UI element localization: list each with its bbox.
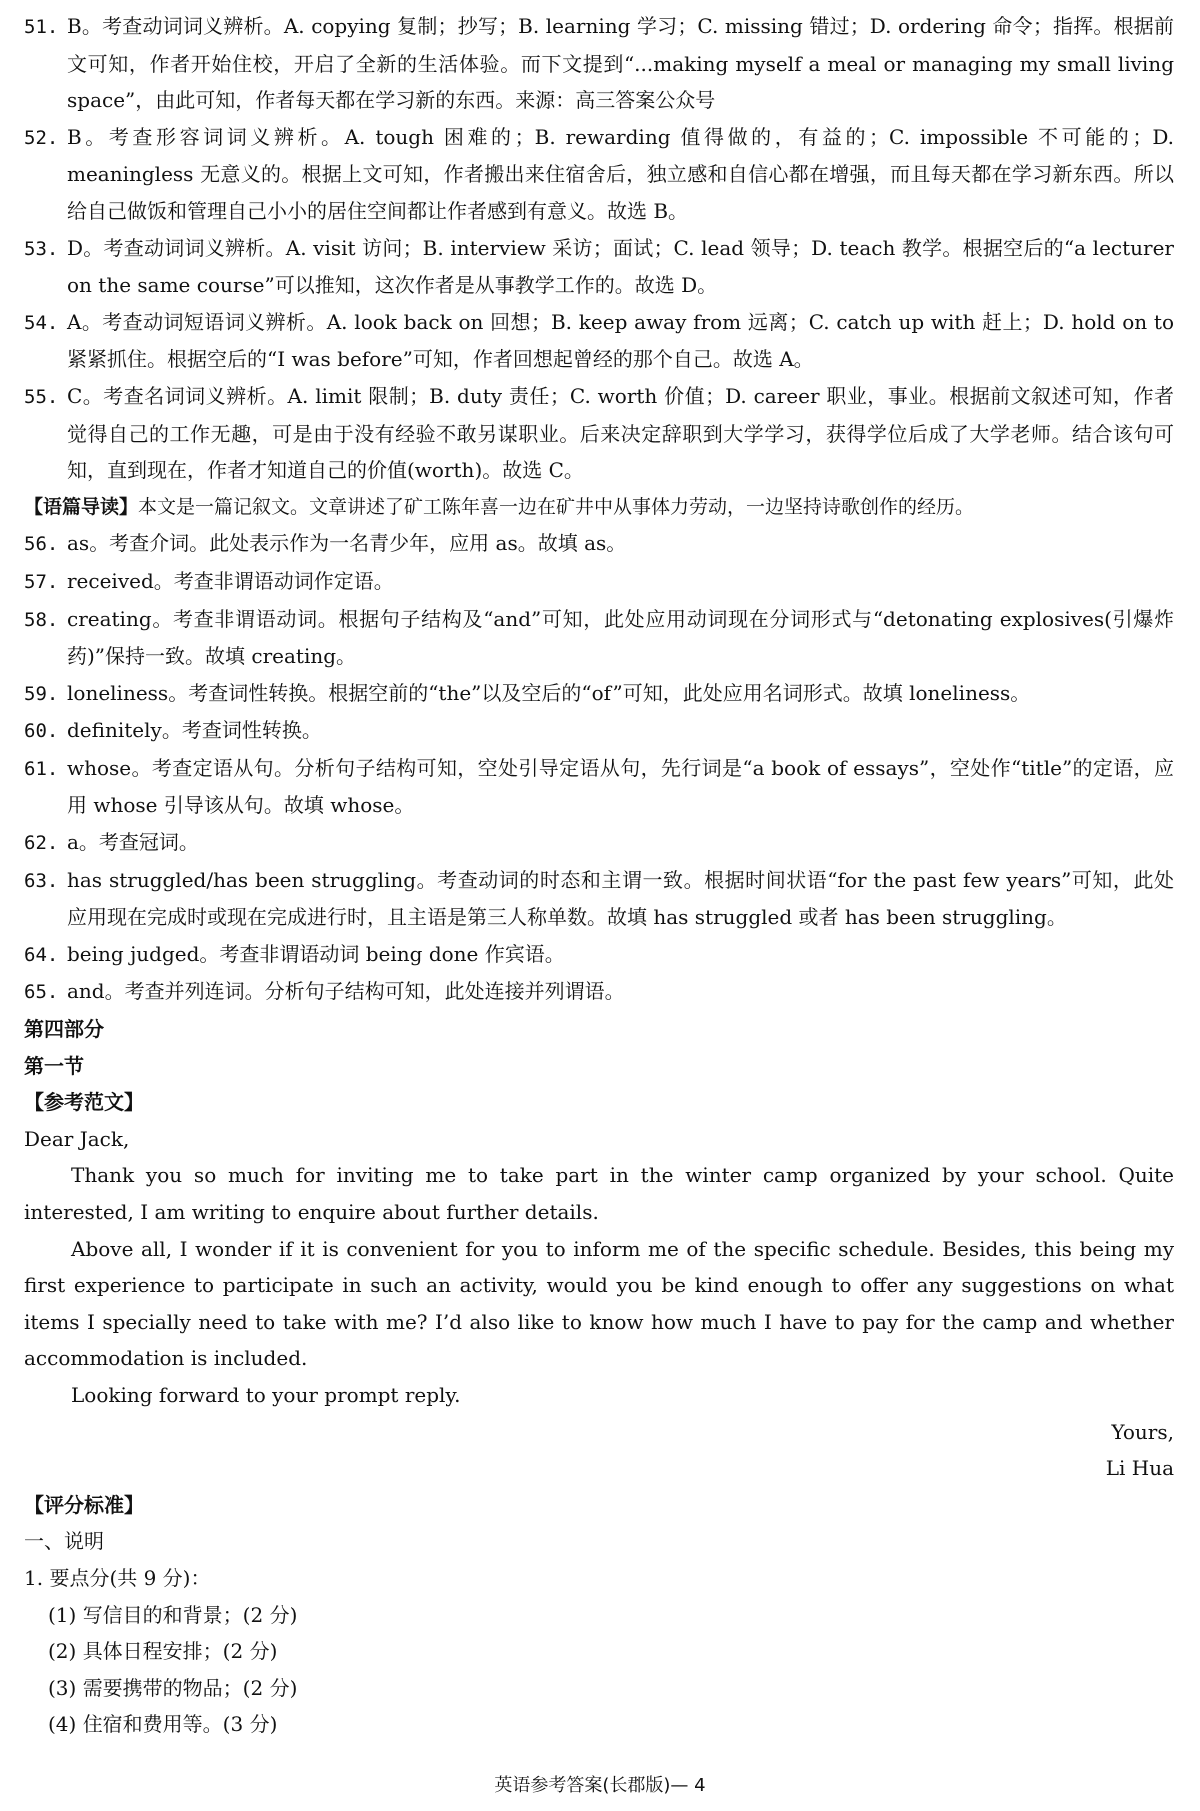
answer-item-64 — [24, 936, 1174, 974]
item-number: 60. — [24, 720, 59, 743]
answer-item-51 — [24, 8, 1174, 119]
item-text: C。考查名词词义辨析。A. limit 限制；B. duty 责任；C. worth 价值；D. career 职业，事业。根据前文叙述可知，作者觉得自己的工作无趣，可是由于没有经验不敢另谋职业。后来决定辞职到大学学习，获得学位后成了大学老师。结合该句可知，直到现在，作者才知道自己的价值(worth)。故选 C。 — [67, 383, 1174, 483]
section-title: 第一节 — [24, 1053, 84, 1078]
item-number: 61. — [24, 757, 59, 780]
item-text: loneliness。考查词性转换。根据空前的“the”以及空后的“of”可知，此处应用名词形式。故填 loneliness。 — [67, 680, 1031, 705]
letter-paragraph: Looking forward to your prompt reply. — [71, 1382, 461, 1407]
answer-item-53 — [24, 230, 1174, 304]
criteria-point: (3) 需要携带的物品；(2 分) — [48, 1675, 298, 1700]
item-text: received。考查非谓语动词作定语。 — [67, 568, 394, 593]
page-footer: 英语参考答案(长郡版)— 4 — [494, 1775, 706, 1796]
answer-item-65 — [24, 973, 1174, 1011]
letter-paragraph: Above all, I wonder if it is convenient for you to inform me of the specific schedule. Besides, this being my first experience to participate in such an activity, would you be kind enough to offer any suggestions on what items I specially need to take with me? I’d also like to know how much I have to pay for the camp and whether accommodation is included. — [24, 1236, 1174, 1371]
item-text: being judged。考查非谓语动词 being done 作宾语。 — [67, 941, 565, 966]
answer-item-60 — [24, 712, 1174, 750]
item-number: 62. — [24, 832, 59, 855]
item-text: as。考查介词。此处表示作为一名青少年，应用 as。故填 as。 — [67, 531, 627, 556]
criteria-point: (4) 住宿和费用等。(3 分) — [48, 1712, 278, 1737]
item-number: 52. — [24, 126, 59, 149]
item-text: whose。考查定语从句。分析句子结构可知，空处引导定语从句，先行词是“a book of essays”，空处作“title”的定语，应用 whose 引导该从句。故填 whose。 — [67, 755, 1174, 818]
criteria-point: (1) 写信目的和背景；(2 分) — [48, 1602, 298, 1627]
model-essay-tag: 【参考范文】 — [24, 1090, 144, 1115]
item-number: 55. — [24, 385, 59, 408]
passage-intro — [24, 489, 1174, 526]
item-text: A。考查动词短语词义辨析。A. look back on 回想；B. keep away from 远离；C. catch up with 赶上；D. hold on to 紧紧抓住。根据空后的“I was before”可知，作者回想起曾经的那个自己。故选 A。 — [67, 309, 1174, 372]
letter-greeting: Dear Jack, — [24, 1126, 130, 1151]
item-number: 58. — [24, 608, 59, 631]
item-text: creating。考查非谓语动词。根据句子结构及“and”可知，此处应用动词现在分词形式与“detonating explosives(引爆炸药)”保持一致。故填 creating。 — [67, 606, 1174, 669]
answer-item-62 — [24, 824, 1174, 862]
answer-item-57 — [24, 563, 1174, 601]
letter-signature: Li Hua — [1105, 1456, 1174, 1481]
criteria-tag: 【评分标准】 — [24, 1492, 144, 1517]
item-number: 54. — [24, 311, 59, 334]
item-number: 51. — [24, 16, 59, 38]
criteria-point: (2) 具体日程安排；(2 分) — [48, 1639, 278, 1664]
item-number: 64. — [24, 943, 59, 966]
model-letter — [24, 1121, 1174, 1487]
criteria-heading: 一、说明 — [24, 1529, 104, 1554]
answer-item-63 — [24, 862, 1174, 936]
intro-text: 本文是一篇记叙文。文章讲述了矿工陈年喜一边在矿井中从事体力劳动，一边坚持诗歌创作的经历。 — [138, 495, 975, 518]
item-text: D。考查动词词义辨析。A. visit 访问；B. interview 采访；面试；C. lead 领导；D. teach 教学。根据空后的“a lecturer on the same course”可以推知，这次作者是从事教学工作的。故选 D。 — [67, 235, 1174, 298]
intro-tag: 【语篇导读】 — [24, 495, 139, 518]
answer-item-55 — [24, 378, 1174, 489]
answers-56-65 — [24, 525, 1174, 1011]
item-text: a。考查冠词。 — [67, 830, 199, 855]
item-number: 59. — [24, 682, 59, 705]
answers-51-55 — [24, 8, 1174, 489]
answer-item-56 — [24, 525, 1174, 563]
letter-paragraph: Thank you so much for inviting me to take part in the winter camp organized by your school. Quite interested, I am writing to enquire about further details. — [24, 1163, 1174, 1224]
item-number: 57. — [24, 570, 59, 593]
item-number: 56. — [24, 533, 59, 556]
item-text: B。考查动词词义辨析。A. copying 复制；抄写；B. learning 学习；C. missing 错过；D. ordering 命令；指挥。根据前文可知，作者开始住校，开启了全新的生活体验。而下文提到“...making myself a meal or managing my small living space”，由此可知，作者每天都在学习新的东西。来源：高三答案公众号 — [67, 14, 1174, 113]
item-number: 65. — [24, 981, 59, 1004]
item-text: and。考查并列连词。分析句子结构可知，此处连接并列谓语。 — [67, 979, 625, 1004]
item-number: 63. — [24, 869, 59, 892]
answer-item-61 — [24, 750, 1174, 824]
part-title: 第四部分 — [24, 1017, 104, 1042]
answer-item-52 — [24, 119, 1174, 230]
criteria-point-title: 1. 要点分(共 9 分)： — [24, 1565, 211, 1590]
answer-item-58 — [24, 601, 1174, 675]
item-text: definitely。考查词性转换。 — [67, 718, 322, 743]
answer-item-59 — [24, 675, 1174, 713]
answer-item-54 — [24, 304, 1174, 378]
item-text: has struggled/has been struggling。考查动词的时态和主谓一致。根据时间状语“for the past few years”可知，此处应用现在完成时或现在完成进行时，且主语是第三人称单数。故填 has struggled 或者 has been struggling。 — [67, 867, 1174, 930]
item-number: 53. — [24, 237, 59, 260]
item-text: B。考查形容词词义辨析。A. tough 困难的；B. rewarding 值得做的，有益的；C. impossible 不可能的；D. meaningless 无意义的。根据上文可知，作者搬出来住宿舍后，独立感和自信心都在增强，而且每天都在学习新东西。所以给自己做饭和管理自己小小的居住空间都让作者感到有意义。故选 B。 — [67, 124, 1174, 223]
letter-closing: Yours, — [1111, 1419, 1174, 1444]
